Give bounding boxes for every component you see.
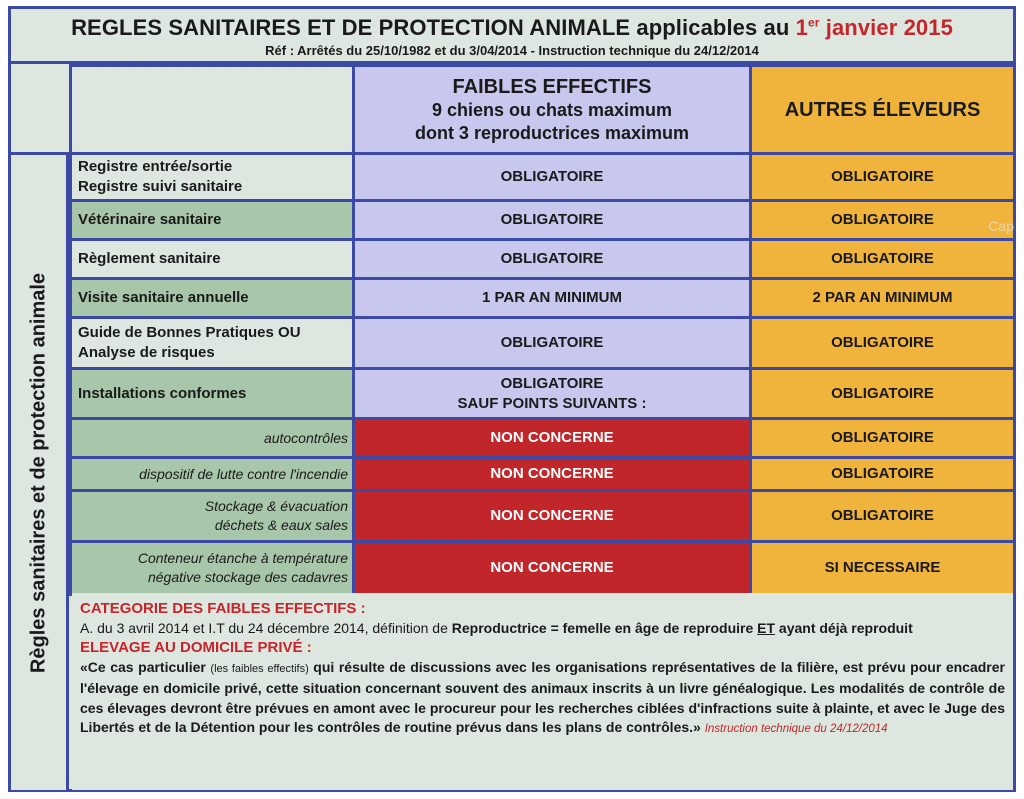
notes-text-small: (les faibles effectifs) [210, 662, 309, 675]
title-main: REGLES SANITAIRES ET DE PROTECTION ANIMALE applicables au [71, 15, 796, 40]
title-date [796, 15, 953, 40]
title-date-superscript: er [807, 15, 820, 30]
notes-text-bold: ayant déjà reproduit [775, 619, 913, 636]
cell-other-good-practices: OBLIGATOIRE [749, 316, 1016, 370]
row-label-carcass-container [69, 540, 355, 596]
notes-definition [80, 619, 1005, 639]
column-header-small-line1: FAIBLES EFFECTIFS [452, 75, 652, 98]
document-header [11, 9, 1013, 64]
row-label-waste-storage [69, 489, 355, 543]
row-label-line: Registre entrée/sortie [78, 158, 233, 175]
cell-small-veterinarian: OBLIGATOIRE [352, 199, 752, 241]
cell-other-carcass-container: SI NECESSAIRE [749, 540, 1016, 596]
cell-small-self-checks: NON CONCERNE [352, 417, 752, 459]
cell-other-sanitary-rules: OBLIGATOIRE [749, 238, 1016, 280]
notes-heading-home-breeding: ELEVAGE AU DOMICILE PRIVÉ : [80, 639, 312, 656]
row-label-line: négative stockage des cadavres [147, 569, 348, 585]
cell-small-installations [352, 367, 752, 420]
cell-other-veterinarian: OBLIGATOIRE [749, 199, 1016, 241]
reference-line: Réf : Arrêtés du 25/10/1982 et du 3/04/2014 - Instruction technique du 24/12/2014 [265, 43, 759, 58]
cell-other-annual-visit: 2 PAR AN MINIMUM [749, 277, 1016, 319]
watermark-text: Cap [988, 218, 1014, 234]
cell-other-registers: OBLIGATOIRE [749, 152, 1016, 202]
row-label-line: Conteneur étanche à température [137, 550, 348, 566]
cell-small-registers: OBLIGATOIRE [352, 152, 752, 202]
cell-text-line: OBLIGATOIRE [500, 374, 604, 392]
row-label-good-practices [69, 316, 355, 370]
row-label-self-checks: autocontrôles [69, 417, 355, 459]
title-date-number: 1 [795, 15, 808, 40]
notes-citation: Instruction technique du 24/12/2014 [704, 723, 888, 735]
cell-small-carcass-container: NON CONCERNE [352, 540, 752, 596]
notes-text-underlined: ET [757, 619, 776, 636]
row-label-line: Guide de Bonnes Pratiques OU [78, 324, 301, 341]
column-header-other-breeders: AUTRES ÉLEVEURS [749, 64, 1016, 155]
notes-quote [80, 658, 1005, 740]
row-label-line: Stockage & évacuation [204, 498, 348, 514]
side-label-column [11, 152, 69, 790]
row-label-veterinarian: Vétérinaire sanitaire [69, 199, 355, 241]
cell-other-self-checks: OBLIGATOIRE [749, 417, 1016, 459]
cell-small-annual-visit: 1 PAR AN MINIMUM [352, 277, 752, 319]
row-label-line: Analyse de risques [78, 344, 215, 361]
column-header-small-line3: dont 3 reproductrices maximum [414, 122, 690, 143]
header-empty-cell [69, 64, 355, 155]
row-label-line: déchets & eaux sales [214, 517, 348, 533]
cell-other-installations: OBLIGATOIRE [749, 367, 1016, 420]
row-label-line: Registre suivi sanitaire [78, 178, 243, 195]
notes-section [72, 593, 1013, 790]
page-title [11, 15, 1013, 41]
notes-heading-small-numbers: CATEGORIE DES FAIBLES EFFECTIFS : [80, 600, 366, 617]
row-label-sanitary-rules: Règlement sanitaire [69, 238, 355, 280]
notes-text: «Ce cas particulier [80, 658, 211, 675]
side-label: Règles sanitaires et de protection animale [27, 272, 49, 673]
cell-small-waste-storage: NON CONCERNE [352, 489, 752, 543]
column-header-small-breeders [352, 64, 752, 155]
cell-text-line: SAUF POINTS SUIVANTS : [457, 394, 647, 412]
row-label-registers [69, 152, 355, 202]
notes-text: qui résulte de discussions avec les organisations représentatives de la filière, est prévu pour encadrer l'élevage en domicile privé, cette situation concernant souvent des animaux inscrits à un livre généalogique. Les modalités de contrôle de ces élevages devront être prévues en amont avec le procureur pour les recherches ciblées d'infractions suite à plainte, et avec le Juge des Libertés et de la Détention pour les contrôles de routine prévus dans les plans de contrôles.» [80, 658, 1005, 735]
notes-text: A. du 3 avril 2014 et I.T du 24 décembre 2014, définition de [80, 619, 452, 636]
notes-text-bold: Reproductrice = femelle en âge de reproduire [451, 619, 758, 636]
row-label-installations: Installations conformes [69, 367, 355, 420]
row-label-fire-safety: dispositif de lutte contre l'incendie [69, 456, 355, 492]
cell-small-good-practices: OBLIGATOIRE [352, 316, 752, 370]
cell-small-fire-safety: NON CONCERNE [352, 456, 752, 492]
cell-other-waste-storage: OBLIGATOIRE [749, 489, 1016, 543]
row-label-annual-visit: Visite sanitaire annuelle [69, 277, 355, 319]
column-header-small-line2: 9 chiens ou chats maximum [431, 99, 673, 120]
title-date-rest: janvier 2015 [819, 15, 953, 40]
cell-other-fire-safety: OBLIGATOIRE [749, 456, 1016, 492]
cell-small-sanitary-rules: OBLIGATOIRE [352, 238, 752, 280]
